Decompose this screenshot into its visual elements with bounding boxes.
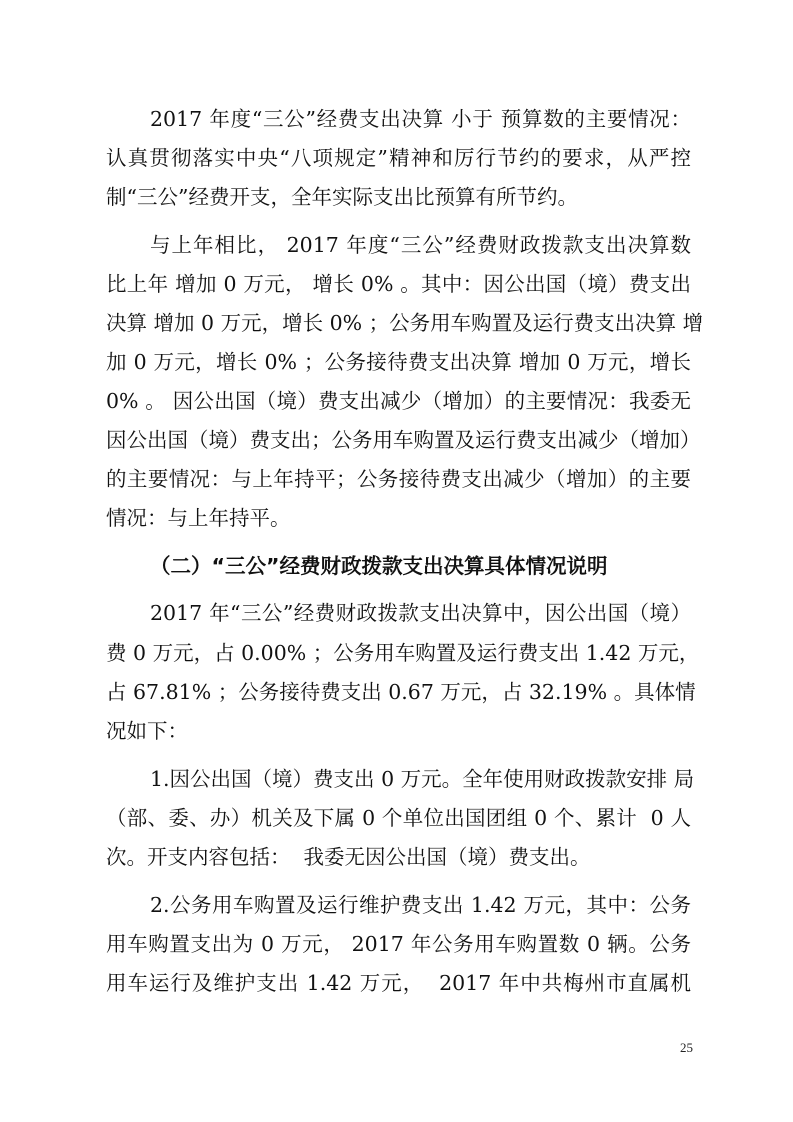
page-number: 25 xyxy=(680,1040,693,1055)
text-line: 因公出国（境）费支出；公务用车购置及运行费支出减少（增加） xyxy=(106,428,701,452)
text-line: 比上年 增加 0 万元， 增长 0% 。其中：因公出国（境）费支出 xyxy=(106,272,691,296)
text-line: （部、委、办）机关及下属 0 个单位出国团组 0 个、累计 0 人 xyxy=(106,806,691,830)
text-line: 加 0 万元，增长 0% ；公务接待费支出决算 增加 0 万元，增长 xyxy=(106,350,691,374)
text-line: 与上年相比， 2017 年度“三公”经费财政拨款支出决算数 xyxy=(150,233,691,257)
text-line: 2017 年“三公”经费财政拨款支出决算中，因公出国（境） xyxy=(150,601,691,625)
text-line: 情况：与上年持平。 xyxy=(106,506,291,530)
text-line: 认真贯彻落实中央“八项规定”精神和厉行节约的要求，从严控 xyxy=(106,146,691,170)
text-line: 1.因公出国（境）费支出 0 万元。全年使用财政拨款安排 局 xyxy=(150,767,695,791)
text-line: 费 0 万元，占 0.00% ；公务用车购置及运行费支出 1.42 万元， xyxy=(106,641,700,665)
text-line: 用车购置支出为 0 万元， 2017 年公务用车购置数 0 辆。公务 xyxy=(106,932,691,956)
text-line: 决算 增加 0 万元，增长 0% ；公务用车购置及运行费支出决算 增 xyxy=(106,311,704,335)
text-line: 2.公务用车购置及运行维护费支出 1.42 万元，其中：公务 xyxy=(150,893,691,917)
section-heading: （二）“三公”经费财政拨款支出决算具体情况说明 xyxy=(150,554,608,578)
text-line: 的主要情况：与上年持平；公务接待费支出减少（增加）的主要 xyxy=(106,467,691,491)
text-line: 次。开支内容包括： 我委无因公出国（境）费支出。 xyxy=(106,845,591,869)
text-line: 0% 。 因公出国（境）费支出减少（增加）的主要情况：我委无 xyxy=(106,389,691,413)
text-line: 况如下： xyxy=(106,719,188,743)
text-line: 制“三公”经费开支，全年实际支出比预算有所节约。 xyxy=(106,185,578,209)
text-line: 2017 年度“三公”经费支出决算 小于 预算数的主要情况： xyxy=(150,107,691,131)
text-line: 用车运行及维护支出 1.42 万元， 2017 年中共梅州市直属机 xyxy=(106,971,691,995)
text-line: 占 67.81% ；公务接待费支出 0.67 万元，占 32.19% 。具体情 xyxy=(106,680,696,704)
